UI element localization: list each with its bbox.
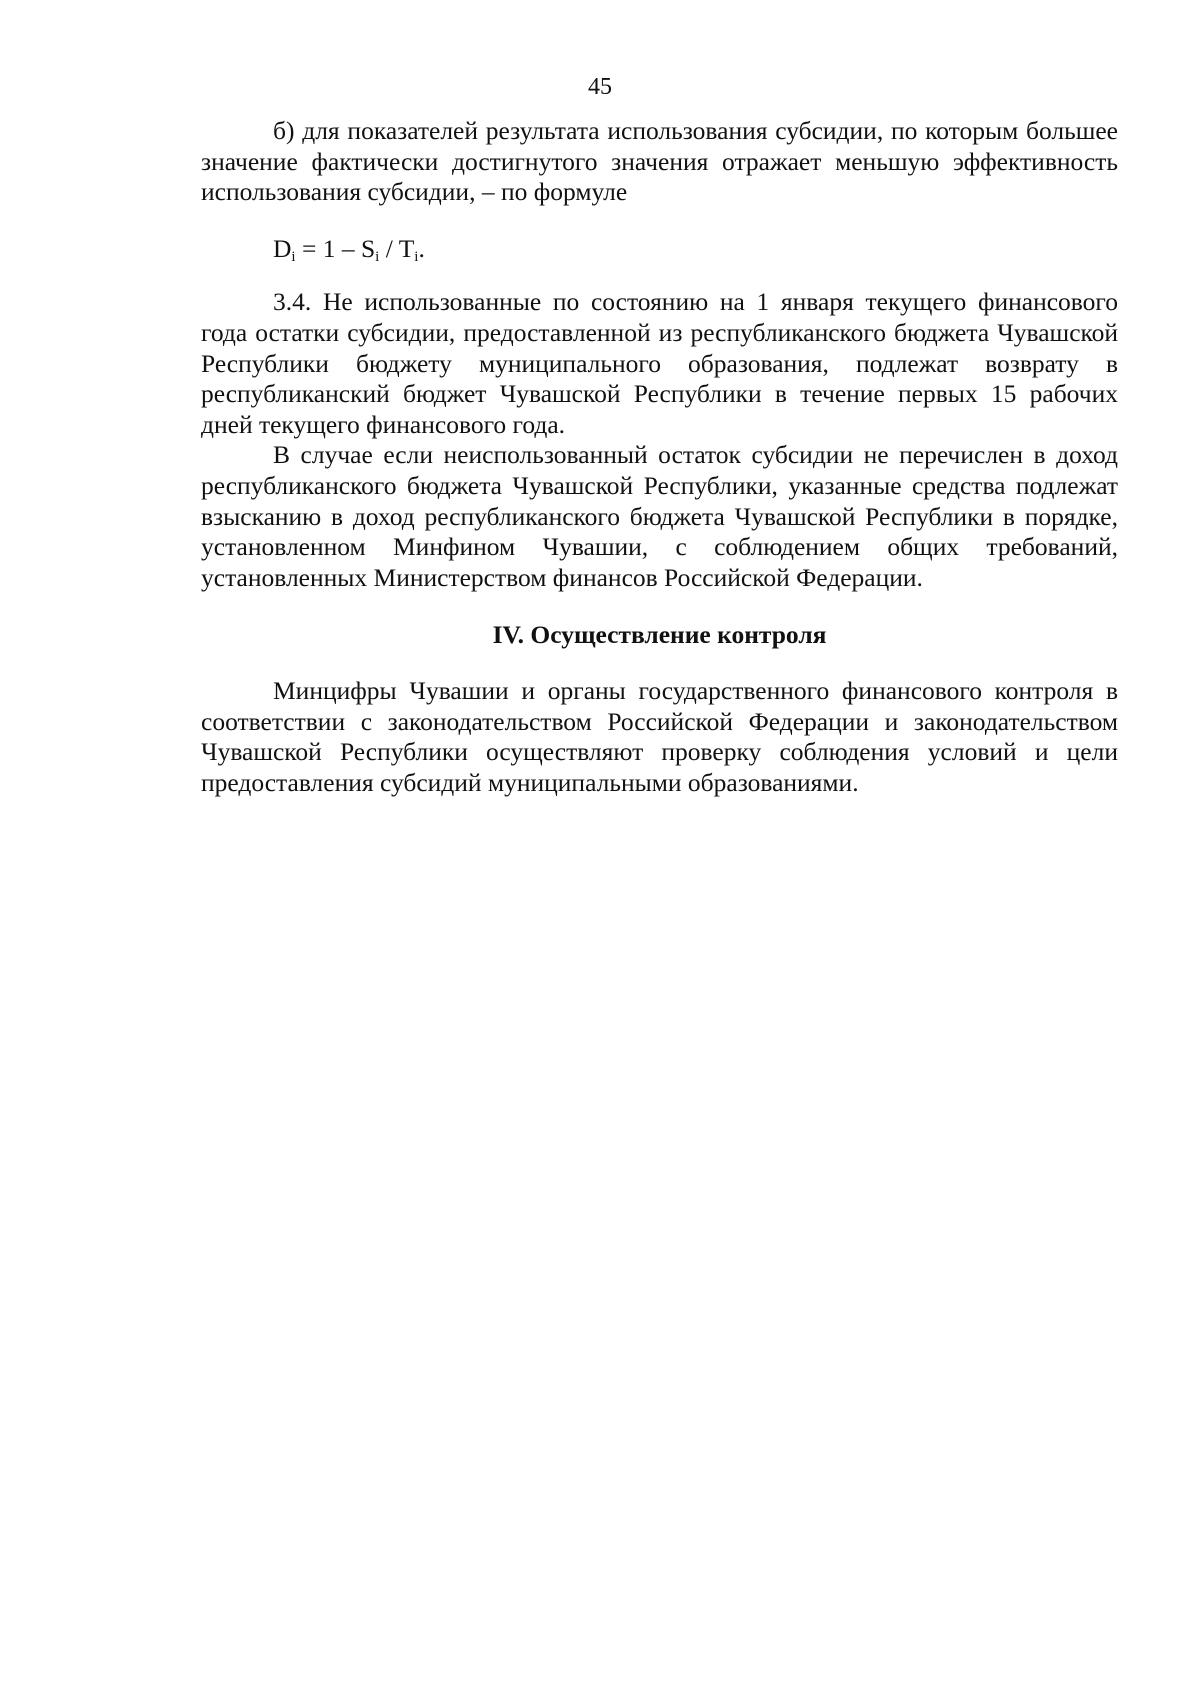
formula-end: . bbox=[418, 233, 425, 263]
spacer bbox=[201, 208, 1118, 234]
formula-line bbox=[201, 234, 1118, 265]
paragraph-formula-intro: б) для показателей результата использования субсидии, по которым большее значение фактически достигнутого значения отражает меньшую эффективность использования субсидии, – по формуле bbox=[201, 116, 1118, 207]
formula-d: D bbox=[273, 233, 292, 263]
formula-subscript-i: i bbox=[414, 248, 419, 265]
formula-slash: / T bbox=[379, 233, 415, 263]
paragraph-clause-3-4: 3.4. Не использованные по состоянию на 1 января текущего финансового года остатки субсидии, предоставленной из республиканского бюджета Чувашской Республики бюджету муниципального образования, подлежат возврату в республиканский бюджет Чувашской Республики в течение первых 15 рабочих дней текущего финансового года. bbox=[201, 287, 1118, 439]
paragraph-unused-balance: В случае если неиспользованный остаток субсидии не перечислен в доход республиканского бюджета Чувашской Республики, указанные средства подлежат взысканию в доход республиканского бюджета Чувашской Республики в порядке, установленном Минфином Чувашии, с соблюдением общих требований, установленных Министерством финансов Российской Федерации. bbox=[201, 440, 1118, 592]
formula-subscript-i: i bbox=[291, 248, 296, 265]
formula-mid: = 1 – S bbox=[295, 233, 376, 263]
page-number: 45 bbox=[588, 74, 612, 100]
section-heading-control: IV. Осуществление контроля bbox=[492, 620, 827, 650]
spacer bbox=[201, 264, 1118, 287]
paragraph-control: Минцифры Чувашии и органы государственного финансового контроля в соответствии с законодательством Российской Федерации и законодательством Чувашской Республики осуществляют проверку соблюдения условий и цели предоставления субсидий муниципальными образованиями. bbox=[201, 675, 1118, 797]
document-body bbox=[201, 116, 1118, 798]
formula-subscript-i: i bbox=[375, 248, 380, 265]
